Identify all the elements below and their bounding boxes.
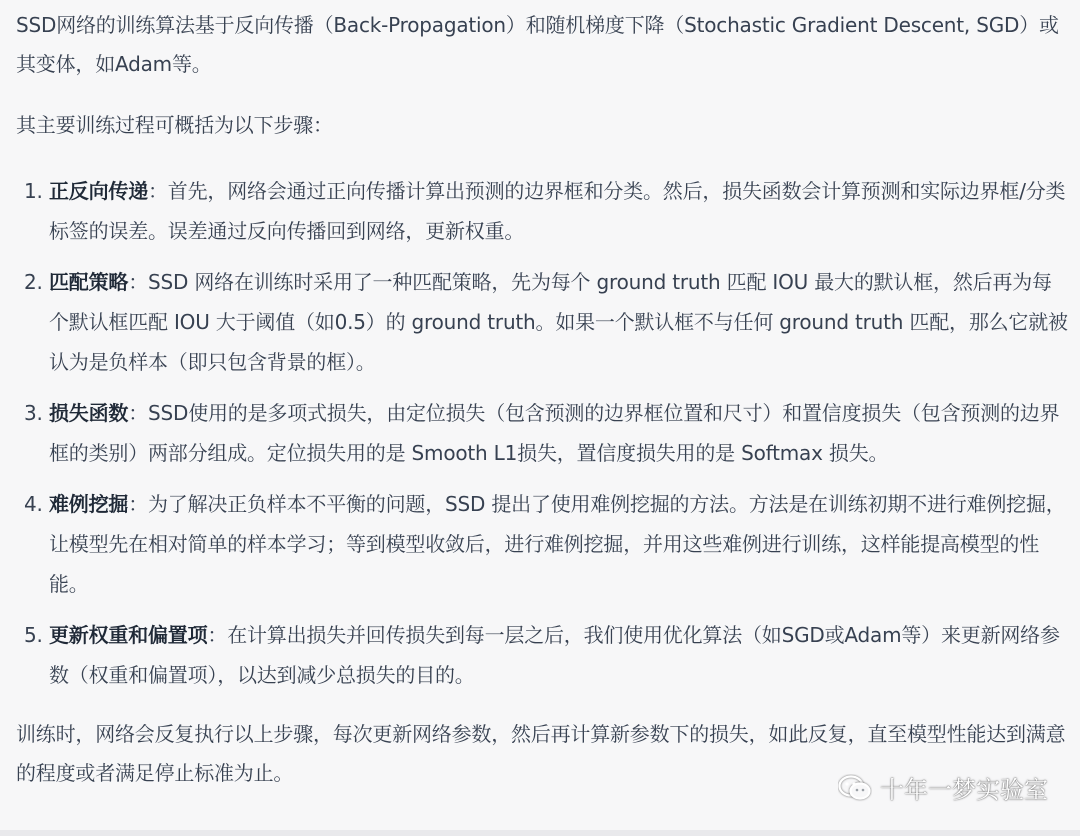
step-title: 匹配策略 [49,270,129,294]
step-text: ：SSD 网络在训练时采用了一种匹配策略，先为每个 ground truth 匹配 IOU 最大的默认框，然后再为每个默认框匹配 IOU 大于阈值（如0.5）的 ground truth。如果一个默认框不与任何 ground truth 匹配，那么它就被认为是负样本（即只包含背景的框）。 [49,270,1068,374]
step-title: 正反向传递 [49,179,148,203]
list-item [16,171,1068,251]
intro-paragraph: SSD网络的训练算法基于反向传播（Back-Propagation）和随机梯度下降（Stochastic Gradient Descent, SGD）或其变体，如Adam等。 [16,13,1059,76]
step-text: ：为了解决正负样本不平衡的问题，SSD 提出了使用难例挖掘的方法。方法是在训练初期不进行难例挖掘，让模型先在相对简单的样本学习；等到模型收敛后，进行难例挖掘，并用这些难例进行训练，这样能提高模型的性能。 [49,492,1066,596]
step-title: 损失函数 [49,401,129,425]
conclusion-paragraph: 训练时，网络会反复执行以上步骤，每次更新网络参数，然后再计算新参数下的损失，如此反复，直至模型性能达到满意的程度或者满足停止标准为止。 [16,722,1066,785]
step-text: ：SSD使用的是多项式损失，由定位损失（包含预测的边界框位置和尺寸）和置信度损失（包含预测的边界框的类别）两部分组成。定位损失用的是 Smooth L1损失，置信度损失用的是 Softmax 损失。 [49,401,1060,465]
watermark-text: 十年一梦实验室 [880,776,1048,804]
step-title: 更新权重和偏置项 [49,623,208,647]
bottom-divider [0,830,1080,836]
list-number: 2. [24,270,43,294]
watermark [838,770,1048,805]
steps-list [16,171,1068,695]
lead-paragraph: 其主要训练过程可概括为以下步骤： [16,113,333,137]
list-number: 4. [24,492,43,516]
step-text: ：首先，网络会通过正向传播计算出预测的边界框和分类。然后，损失函数会计算预测和实际边界框/分类标签的误差。误差通过反向传播回到网络，更新权重。 [49,179,1066,243]
list-item [16,484,1068,604]
step-text: ：在计算出损失并回传损失到每一层之后，我们使用优化算法（如SGD或Adam等）来更新网络参数（权重和偏置项），以达到减少总损失的目的。 [49,623,1060,687]
list-item [16,393,1068,473]
step-title: 难例挖掘 [49,492,129,516]
list-number: 5. [24,623,43,647]
list-number: 3. [24,401,43,425]
document-body [16,6,1068,793]
list-item [16,262,1068,382]
wechat-icon [838,774,872,802]
list-number: 1. [24,179,43,203]
list-item [16,615,1068,695]
